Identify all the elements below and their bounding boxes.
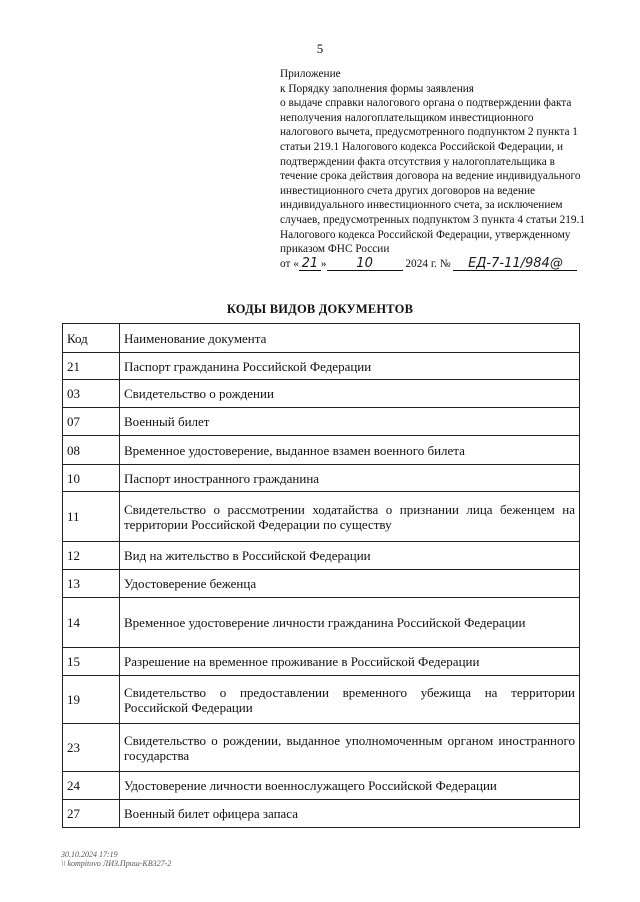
appendix-block [280, 67, 616, 271]
document-title: КОДЫ ВИДОВ ДОКУМЕНТОВ [226, 302, 414, 316]
row-code: 27 [63, 800, 120, 828]
row-name: Паспорт иностранного гражданина [120, 465, 580, 492]
row-code: 10 [63, 465, 120, 492]
row-code: 19 [63, 676, 120, 724]
appendix-line: к Порядку заполнения формы заявления [280, 82, 474, 95]
footer-path: \\ kompitovo ЛИЗ.Приш-КВ327-2 [61, 859, 172, 868]
row-name: Военный билет офицера запаса [120, 800, 580, 828]
order-prefix: от « [280, 257, 299, 270]
row-name: Свидетельство о рассмотрении ходатайства о признании лица беженцем на территории Российской Федерации по существу [120, 492, 580, 542]
row-name: Свидетельство о предоставлении временного убежища на территории Российской Федерации [120, 676, 580, 724]
row-code: 21 [63, 353, 120, 380]
header-name: Наименование документа [120, 324, 580, 353]
order-month: 10 [327, 258, 403, 271]
page-number: 5 [316, 41, 324, 56]
table-row [63, 465, 580, 492]
appendix-line: подтверждении факта отсутствия у налогоплательщика в [280, 155, 555, 168]
row-name: Удостоверение беженца [120, 570, 580, 598]
row-name: Разрешение на временное проживание в Российской Федерации [120, 648, 580, 676]
table-row [63, 800, 580, 828]
row-name: Свидетельство о рождении [120, 380, 580, 408]
row-code: 24 [63, 772, 120, 800]
row-code: 14 [63, 598, 120, 648]
appendix-line: случаев, предусмотренных подпунктом 3 пункта 4 статьи 219.1 [280, 213, 586, 226]
appendix-line: инвестиционного счета других договоров на ведение [280, 184, 536, 197]
table-row [63, 542, 580, 570]
table-row [63, 648, 580, 676]
table-row [63, 436, 580, 465]
row-code: 07 [63, 408, 120, 436]
table-row [63, 492, 580, 542]
row-name: Военный билет [120, 408, 580, 436]
row-code: 15 [63, 648, 120, 676]
row-name: Свидетельство о рождении, выданное уполномоченным органом иностранного государства [120, 724, 580, 772]
appendix-line: налогового вычета, предусмотренного подпунктом 2 пункта 1 [280, 126, 578, 139]
row-code: 08 [63, 436, 120, 465]
appendix-line: Налогового кодекса Российской Федерации, утвержденному [280, 228, 571, 241]
header-code: Код [63, 324, 120, 353]
appendix-line: течение срока действия договора на ведение индивидуального [280, 170, 581, 183]
appendix-line: индивидуального инвестиционного счета, за исключением [280, 199, 563, 212]
appendix-line: неполучения налогоплательщиком инвестиционного [280, 111, 534, 124]
row-code: 11 [63, 492, 120, 542]
order-year: 2024 г. № [405, 257, 451, 270]
codes-table [62, 323, 580, 828]
order-number: ЕД-7-11/984@ [453, 258, 577, 271]
table-row [63, 570, 580, 598]
table-row [63, 380, 580, 408]
table-row [63, 408, 580, 436]
footer-timestamp: 30.10.2024 17:19 [61, 850, 118, 859]
row-code: 13 [63, 570, 120, 598]
row-code: 12 [63, 542, 120, 570]
table-row [63, 353, 580, 380]
table-row [63, 772, 580, 800]
appendix-line: статьи 219.1 Налогового кодекса Российской Федерации, и [280, 140, 564, 153]
table-row [63, 724, 580, 772]
row-name: Вид на жительство в Российской Федерации [120, 542, 580, 570]
table-row [63, 676, 580, 724]
appendix-line: Приложение [280, 68, 341, 80]
appendix-line: приказом ФНС России [280, 243, 390, 256]
row-name: Удостоверение личности военнослужащего Российской Федерации [120, 772, 580, 800]
print-footer [61, 850, 171, 868]
order-day-close: » [320, 257, 327, 270]
row-name: Временное удостоверение личности гражданина Российской Федерации [120, 598, 580, 648]
row-code: 03 [63, 380, 120, 408]
order-day: 21 [299, 258, 321, 271]
row-name: Паспорт гражданина Российской Федерации [120, 353, 580, 380]
appendix-line: о выдаче справки налогового органа о подтверждении факта [280, 97, 572, 110]
row-name: Временное удостоверение, выданное взамен военного билета [120, 436, 580, 465]
row-code: 23 [63, 724, 120, 772]
table-header-row [63, 324, 580, 353]
table-row [63, 598, 580, 648]
order-line [280, 257, 616, 272]
